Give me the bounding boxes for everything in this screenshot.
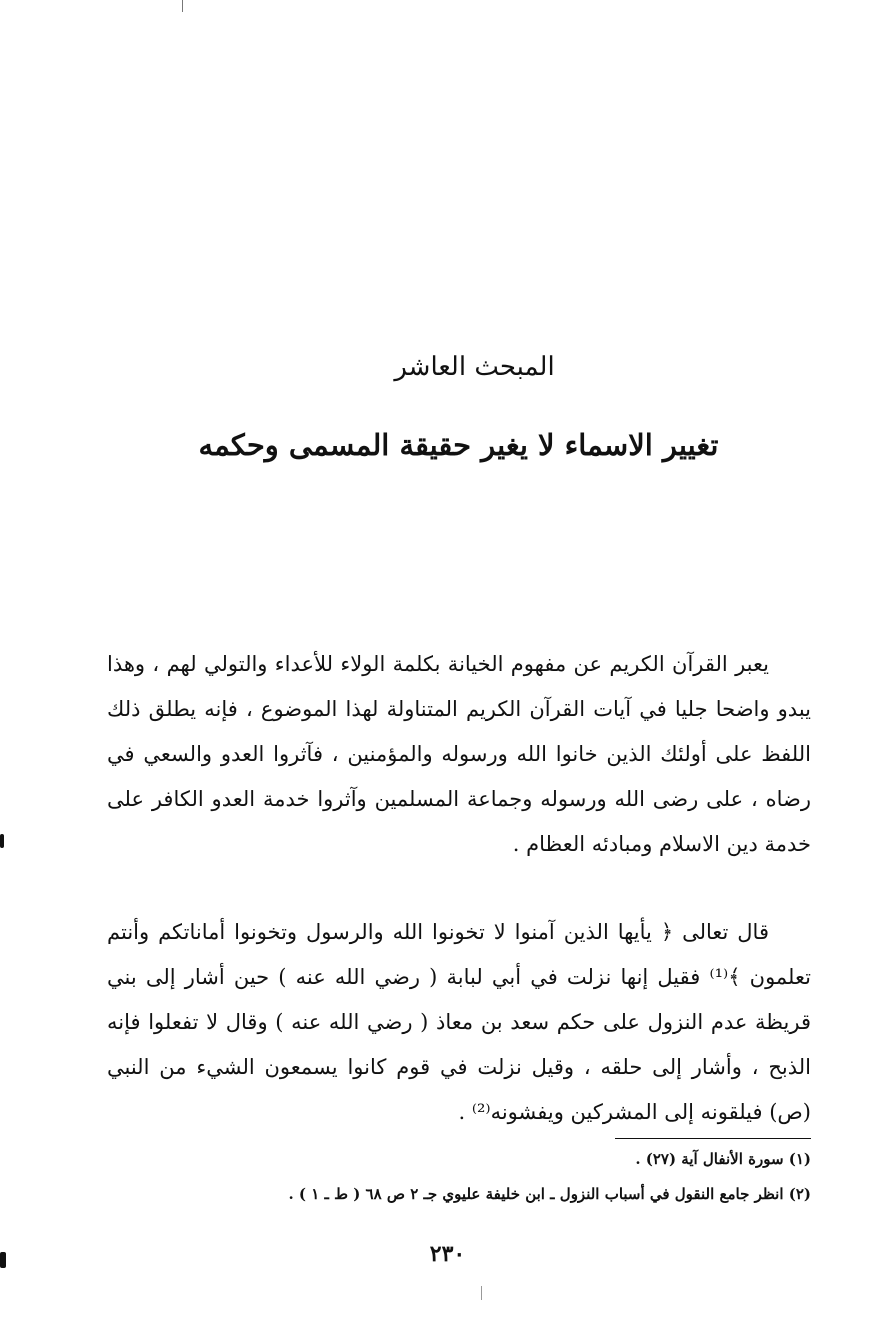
footnotes-list (107, 1142, 811, 1212)
chapter-title: تغيير الاسماء لا يغير حقيقة المسمى وحكمه (198, 428, 719, 462)
footnote-1: (١) سورة الأنفال آية (٢٧) . (635, 1150, 811, 1168)
body-paragraph-1: يعبر القرآن الكريم عن مفهوم الخيانة بكلمة الولاء للأعداء والتولي لهم ، وهذا يبدو واضحا جليا في آيات القرآن الكريم المتناولة لهذا الموضوع ، فإنه يطلق ذلك اللفظ على أولئك الذين خانوا الله ورسوله والمؤمنين ، فآثروا العدو والسعي في رضاه ، على رضى الله ورسوله وجماعة المسلمين وآثروا خدمة العدو الكافر على خدمة دين الاسلام ومبادئه العظام . (107, 652, 812, 856)
scan-speck (481, 1286, 482, 1300)
page-number: ٢٣٠ (429, 1241, 466, 1267)
footnote-2: (٢) انظر جامع النقول في أسباب النزول ـ ابن خليفة عليوي جـ ٢ ص ٦٨ ( ط ـ ١ ) . (288, 1185, 811, 1203)
scan-speck (182, 0, 183, 12)
scan-speck (0, 834, 4, 848)
footnote-divider (615, 1138, 811, 1139)
body-paragraph-2: قال تعالى ﴿ يأيها الذين آمنوا لا تخونوا الله والرسول وتخونوا أماناتكم وأنتم تعلمون ﴾⁽¹⁾ فقيل إنها نزلت في أبي لبابة ( رضي الله عنه ) حين أشار إلى بني قريظة عدم النزول على حكم سعد بن معاذ ( رضي الله عنه ) وقال لا تفعلوا فإنه الذبح ، وأشار إلى حلقه ، وقيل نزلت في قوم كانوا يسمعون الشيء من النبي (ص) فيلقونه إلى المشركين ويفشونه⁽²⁾ . (107, 920, 811, 1124)
chapter-heading: المبحث العاشر (394, 352, 555, 382)
